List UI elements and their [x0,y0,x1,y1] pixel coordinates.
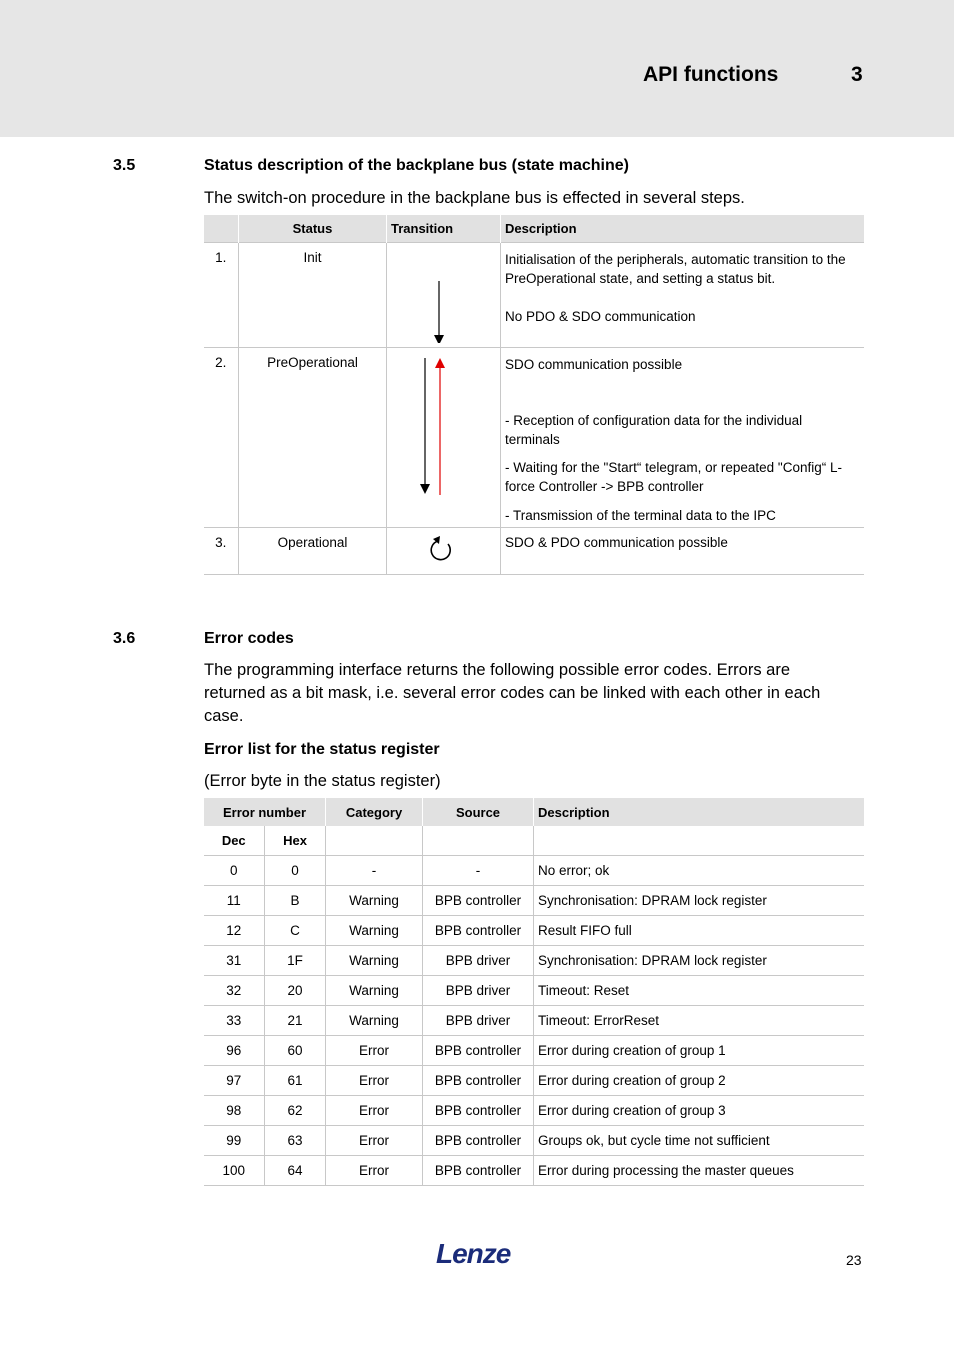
error-category: Warning [326,886,423,916]
page-number: 23 [846,1252,862,1268]
section-intro: The programming interface returns the following possible error codes. Errors are returned as a bit mask, i.e. several error codes can be linked with each other in each case. [204,661,821,725]
state-index: 3. [204,528,239,575]
error-source: BPB driver [423,946,534,976]
error-row [204,1036,864,1066]
error-hex: 60 [265,1036,326,1066]
error-table-header [204,798,864,826]
arrow-up-down-icon [387,348,497,526]
error-category: Warning [326,976,423,1006]
error-description: Error during processing the master queues [534,1156,864,1186]
arrow-down-icon [387,243,497,343]
error-hex: 1F [265,946,326,976]
error-dec: 0 [204,856,265,886]
state-table [203,215,864,575]
error-description: Error during creation of group 2 [534,1066,864,1096]
column-header-index [204,215,239,243]
column-header-hex: Hex [265,826,326,856]
column-header-status: Status [239,215,387,243]
header-band [0,0,954,137]
section-title: Status description of the backplane bus (state machine) [204,157,629,174]
error-dec: 12 [204,916,265,946]
error-dec: 98 [204,1096,265,1126]
error-description: Timeout: Reset [534,976,864,1006]
description-line: - Transmission of the terminal data to the IPC [505,508,776,523]
error-row [204,886,864,916]
column-header-description: Description [534,798,864,826]
state-table-header [204,215,864,243]
error-description: No error; ok [534,856,864,886]
error-row [204,976,864,1006]
error-description: Groups ok, but cycle time not sufficient [534,1126,864,1156]
error-category: Error [326,1096,423,1126]
subheader-row [204,826,864,856]
state-row [204,348,864,528]
description-line: - Reception of configuration data for the individual terminals [505,413,803,447]
error-category: Error [326,1126,423,1156]
description-line: Initialisation of the peripherals, automatic transition to the PreOperational state, and setting a status bit. [505,252,846,286]
column-header-description: Description [501,215,864,243]
error-description: Timeout: ErrorReset [534,1006,864,1036]
chapter-number: 3 [851,63,863,86]
error-hex: 62 [265,1096,326,1126]
empty-cell [423,826,534,856]
error-source: BPB controller [423,1156,534,1186]
empty-cell [326,826,423,856]
error-category: - [326,856,423,886]
error-source: BPB controller [423,1036,534,1066]
error-row [204,946,864,976]
chapter-title: API functions [643,63,779,86]
error-hex: 20 [265,976,326,1006]
error-description: Synchronisation: DPRAM lock register [534,946,864,976]
error-source: BPB controller [423,916,534,946]
error-row [204,1066,864,1096]
error-description: Error during creation of group 3 [534,1096,864,1126]
error-dec: 96 [204,1036,265,1066]
error-dec: 100 [204,1156,265,1186]
state-transition [387,348,501,528]
state-description [501,243,864,348]
column-header-error-number: Error number [204,798,326,826]
table-note: (Error byte in the status register) [204,772,441,790]
error-category: Error [326,1156,423,1186]
error-category: Warning [326,946,423,976]
state-description [501,348,864,528]
error-source: - [423,856,534,886]
subheading: Error list for the status register [204,741,440,758]
column-header-transition: Transition [387,215,501,243]
state-description: SDO & PDO communication possible [501,528,864,575]
lenze-logo: Lenze [436,1238,511,1269]
error-row [204,1156,864,1186]
state-index: 1. [204,243,239,348]
error-category: Warning [326,1006,423,1036]
error-row [204,1096,864,1126]
error-category: Warning [326,916,423,946]
error-dec: 33 [204,1006,265,1036]
error-source: BPB controller [423,1066,534,1096]
error-description: Error during creation of group 1 [534,1036,864,1066]
empty-cell [534,826,864,856]
error-dec: 11 [204,886,265,916]
error-category: Error [326,1066,423,1096]
error-description: Result FIFO full [534,916,864,946]
state-index: 2. [204,348,239,528]
state-row [204,528,864,575]
error-hex: C [265,916,326,946]
description-line: SDO communication possible [505,357,683,372]
error-hex: 21 [265,1006,326,1036]
error-source: BPB driver [423,1006,534,1036]
error-hex: 63 [265,1126,326,1156]
state-transition [387,243,501,348]
state-status: Init [239,243,387,348]
error-dec: 31 [204,946,265,976]
state-status: Operational [239,528,387,575]
error-hex: 0 [265,856,326,886]
description-line: No PDO & SDO communication [505,309,696,324]
error-category: Error [326,1036,423,1066]
section-number: 3.5 [113,157,136,174]
state-transition [387,528,501,575]
section-number: 3.6 [113,630,136,647]
error-dec: 97 [204,1066,265,1096]
error-source: BPB driver [423,976,534,1006]
column-header-dec: Dec [221,833,246,848]
cycle-icon [387,528,497,568]
error-table [203,798,864,1186]
section-intro: The switch-on procedure in the backplane bus is effected in several steps. [204,189,745,207]
error-hex: B [265,886,326,916]
column-header-category: Category [326,798,423,826]
section-title: Error codes [204,630,294,647]
error-source: BPB controller [423,886,534,916]
error-source: BPB controller [423,1096,534,1126]
error-dec: 99 [204,1126,265,1156]
error-row [204,1126,864,1156]
error-dec: 32 [204,976,265,1006]
error-source: BPB controller [423,1126,534,1156]
error-hex: 64 [265,1156,326,1186]
state-status: PreOperational [239,348,387,528]
description-line: - Waiting for the "Start“ telegram, or repeated "Config“ L-force Controller -> BPB controller [505,460,842,494]
error-row [204,916,864,946]
error-row [204,856,864,886]
error-description: Synchronisation: DPRAM lock register [534,886,864,916]
error-row [204,1006,864,1036]
column-header-source: Source [423,798,534,826]
error-hex: 61 [265,1066,326,1096]
state-row [204,243,864,348]
